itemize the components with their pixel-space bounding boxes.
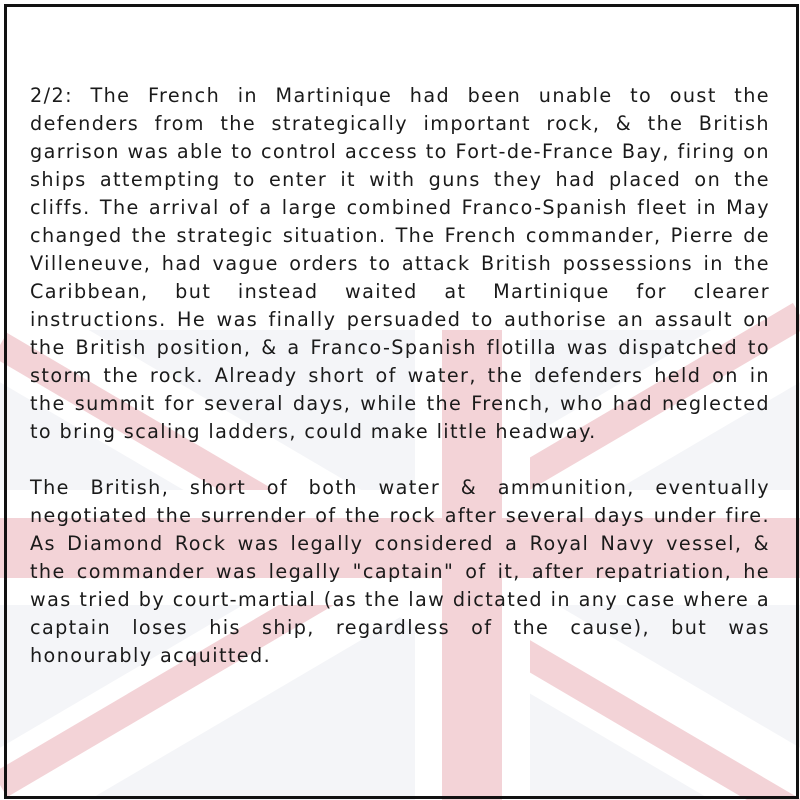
paragraph-2: The British, short of both water & ammunition, eventually negotiated the surrender of the rock after several days under fire. As Diamond Rock was legally considered a Royal Navy vessel, & the commander was legally "captain" of it, after repatriation, he was tried by court-martial (as the law dictated in any case where a captain loses his ship, regardless of the cause), but was honourably acquitted. — [30, 476, 770, 667]
paragraph-1: 2/2: The French in Martinique had been unable to oust the defenders from the strategically important rock, & the British garrison was able to control access to Fort-de-France Bay, firing on ships attempting to enter it with guns they had placed on the cliffs. The arrival of a large combined Franco-Spanish fleet in May changed the strategic situation. The French commander, Pierre de Villeneuve, had vague orders to attack British possessions in the Caribbean, but instead waited at Martinique for clearer instructions. He was finally persuaded to authorise an assault on the British position, & a Franco-Spanish flotilla was dispatched to storm the rock. Already short of water, the defenders held on in the summit for several days, while the French, who had neglected to bring scaling ladders, could make little headway. — [30, 84, 770, 443]
post-body — [30, 82, 770, 670]
